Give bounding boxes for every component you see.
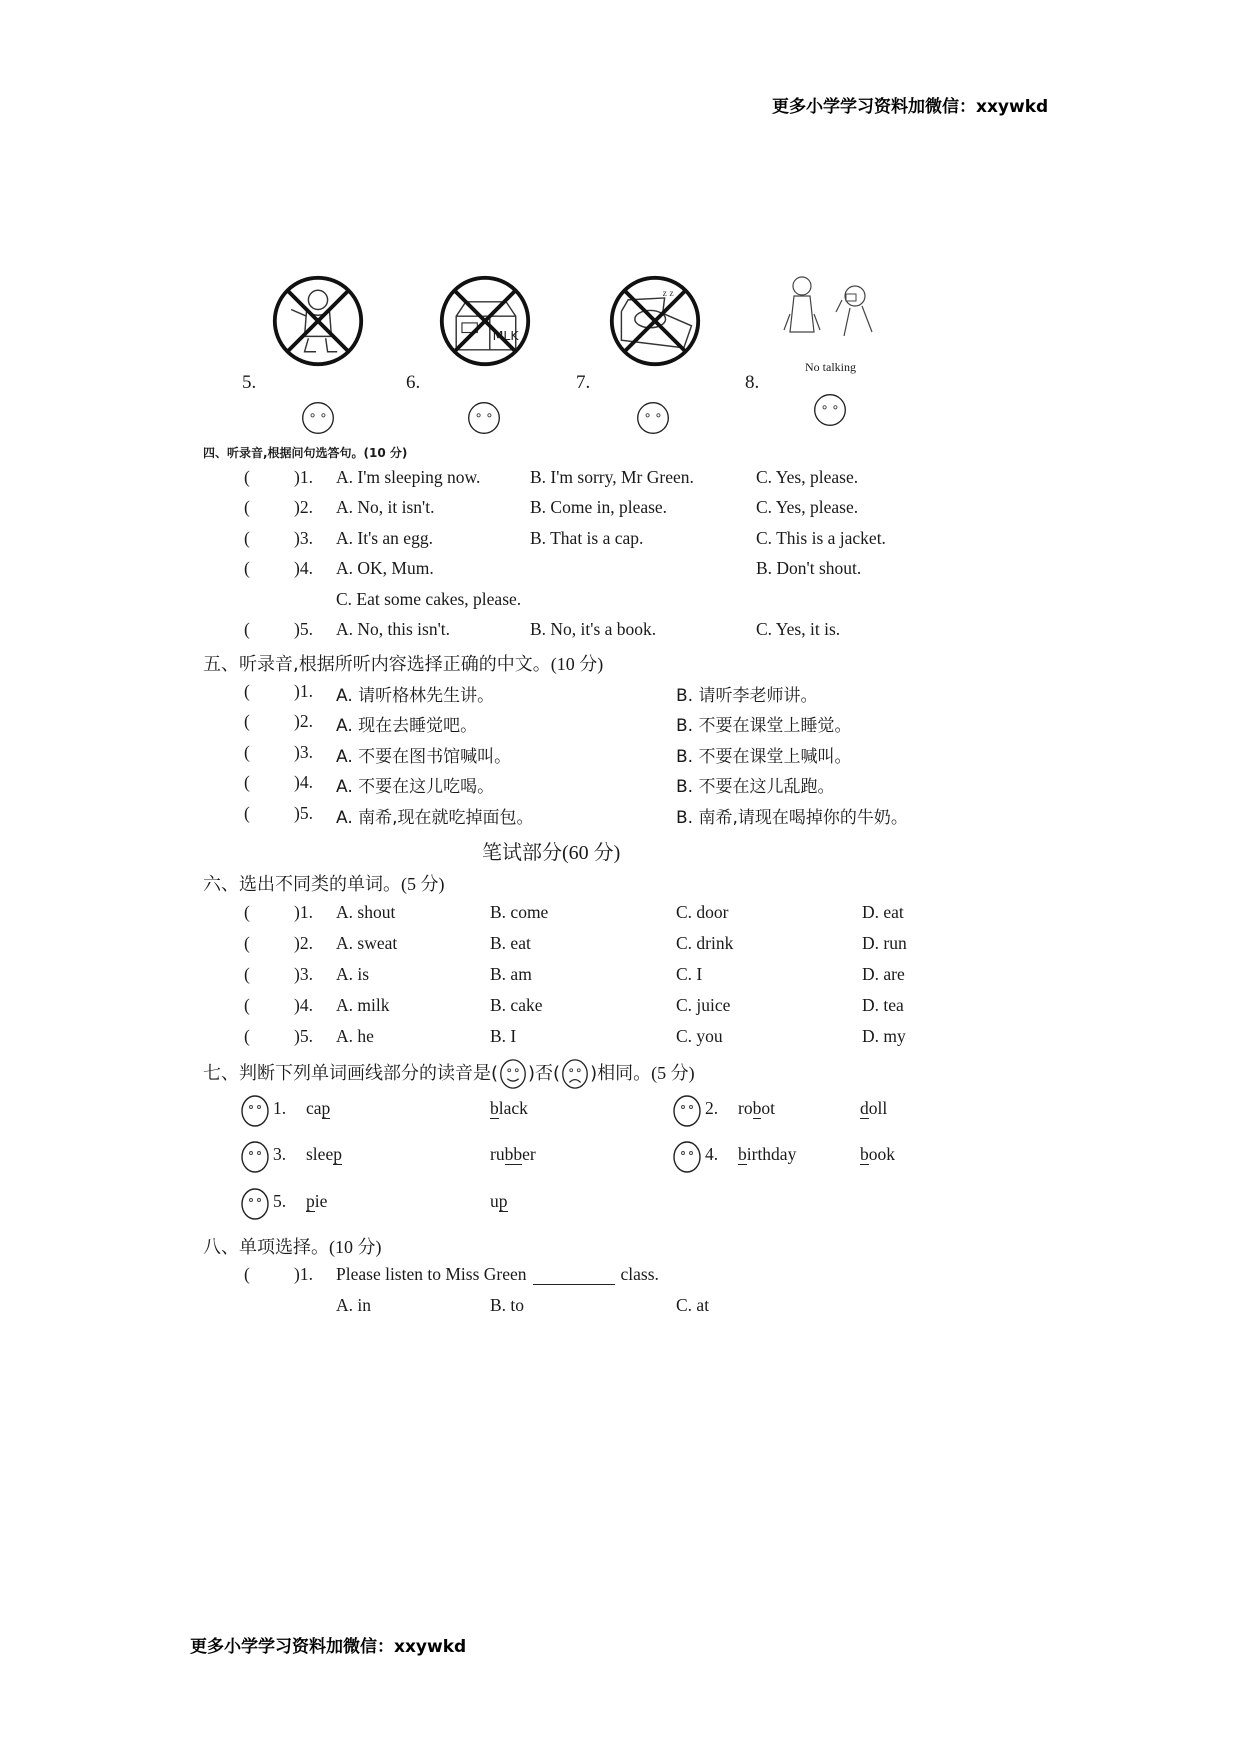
question-number: )3.: [294, 528, 313, 548]
answer-face-icon[interactable]: [672, 1094, 702, 1126]
section-title-text: )否(: [528, 1063, 561, 1084]
option-a: A. in: [336, 1295, 371, 1315]
question-row: [244, 772, 964, 800]
question-row: [244, 902, 964, 930]
section-4-title: 四、听录音,根据问句选答句。(10 分): [203, 446, 408, 460]
written-part-text: 笔试部分: [482, 840, 562, 864]
word-2: rubber: [490, 1144, 536, 1164]
section-8-title: [203, 1233, 382, 1259]
question-number: 4.: [705, 1144, 719, 1164]
answer-bracket[interactable]: (: [244, 558, 250, 578]
option-a: A. 不要在图书馆喊叫。: [336, 747, 512, 767]
girls-taking-photo-icon: [780, 272, 890, 352]
watermark-top: 更多小学学习资料加微信：xxywkd: [772, 97, 1049, 117]
option-b: B. 不要在课堂上喊叫。: [676, 747, 852, 767]
answer-bracket[interactable]: (: [244, 902, 250, 922]
answer-bracket[interactable]: (: [244, 497, 250, 517]
question-row: [244, 933, 964, 961]
option-c: C. Yes, please.: [756, 497, 859, 517]
option-a: A. is: [336, 964, 370, 984]
option-b: B. 请听李老师讲。: [676, 686, 818, 706]
answer-bracket[interactable]: (: [244, 1026, 250, 1046]
answer-bracket[interactable]: (: [244, 711, 250, 731]
question-row: [244, 497, 964, 525]
question-number: )3.: [294, 742, 313, 762]
word-1: sleep: [306, 1144, 342, 1164]
section-title-text: )相同。: [590, 1063, 652, 1084]
section-5-title: [203, 650, 603, 676]
question-row: [244, 711, 964, 739]
option-a: A. It's an egg.: [336, 528, 433, 548]
section-7-title: [203, 1058, 695, 1090]
section-score: (5 分): [651, 1063, 695, 1083]
option-c: C. This is a jacket.: [756, 528, 886, 548]
sad-face-icon: [560, 1058, 590, 1090]
answer-bracket[interactable]: (: [244, 528, 250, 548]
no-milk-sign-icon: [437, 273, 533, 369]
option-d: D. run: [862, 933, 907, 953]
question-number: 2.: [705, 1098, 719, 1118]
question-number: )4.: [294, 995, 313, 1015]
option-c: C. juice: [676, 995, 731, 1015]
option-b: B. That is a cap.: [530, 528, 644, 548]
question-row: [244, 528, 964, 556]
option-b: B. Don't shout.: [756, 558, 862, 578]
word-2: book: [860, 1144, 895, 1164]
question-number: )2.: [294, 933, 313, 953]
word-2: doll: [860, 1098, 888, 1118]
option-b: B. 不要在课堂上睡觉。: [676, 716, 852, 736]
question-row: [244, 681, 964, 709]
section-score: (10 分): [329, 1237, 382, 1257]
section-6-title: [203, 870, 445, 896]
written-part-title: [482, 836, 620, 865]
answer-face-icon[interactable]: [240, 1187, 270, 1219]
answer-bracket[interactable]: (: [244, 619, 250, 639]
fill-blank[interactable]: [533, 1266, 615, 1285]
option-d: D. are: [862, 964, 905, 984]
question-row: [244, 995, 964, 1023]
option-c: C. Yes, please.: [756, 467, 859, 487]
svg-text:z z: z z: [662, 288, 674, 300]
written-part-score: (60 分): [562, 842, 621, 864]
option-c: C. drink: [676, 933, 734, 953]
option-a: A. 请听格林先生讲。: [336, 686, 495, 706]
option-a: A. 不要在这儿吃喝。: [336, 777, 495, 797]
question-row: [244, 467, 964, 495]
question-number: 3.: [273, 1144, 287, 1164]
question-number: 5.: [273, 1191, 287, 1211]
option-c: C. I: [676, 964, 703, 984]
option-a: A. OK, Mum.: [336, 558, 434, 578]
question-row: [244, 1264, 964, 1292]
option-a: A. shout: [336, 902, 396, 922]
picture-caption: No talking: [805, 360, 856, 374]
section-title-text: 八、单项选择。: [203, 1237, 329, 1258]
option-a: A. sweat: [336, 933, 398, 953]
option-c: C. you: [676, 1026, 723, 1046]
answer-face-icon[interactable]: [812, 392, 848, 428]
question-row: [244, 742, 964, 770]
option-b: B. cake: [490, 995, 543, 1015]
answer-bracket[interactable]: (: [244, 964, 250, 984]
picture-number: 8.: [745, 372, 760, 393]
answer-bracket[interactable]: (: [244, 681, 250, 701]
option-b: B. 南希,请现在喝掉你的牛奶。: [676, 808, 908, 828]
question-row: [244, 619, 964, 647]
option-b: B. eat: [490, 933, 531, 953]
answer-bracket[interactable]: (: [244, 467, 250, 487]
section-title-text: 六、选出不同类的单词。: [203, 874, 401, 895]
option-c: C. Yes, it is.: [756, 619, 841, 639]
word-1: cap: [306, 1098, 331, 1118]
answer-face-icon[interactable]: [240, 1094, 270, 1126]
answer-face-icon[interactable]: [672, 1140, 702, 1172]
answer-face-icon[interactable]: [300, 400, 336, 436]
question-text: Please listen to Miss Green class.: [336, 1264, 659, 1284]
phonics-row: [240, 1098, 960, 1134]
option-b: B. Come in, please.: [530, 497, 668, 517]
question-number: )5.: [294, 1026, 313, 1046]
section-score: (10 分): [550, 654, 604, 674]
phonics-row: [240, 1144, 960, 1180]
question-number: )1.: [294, 1264, 313, 1284]
option-a: A. he: [336, 1026, 374, 1046]
picture-number: 7.: [576, 372, 591, 393]
option-a: A. No, this isn't.: [336, 619, 450, 639]
answer-bracket[interactable]: (: [244, 933, 250, 953]
option-b: B. to: [490, 1295, 525, 1315]
word-2: up: [490, 1191, 508, 1211]
option-d: D. tea: [862, 995, 904, 1015]
option-a: A. No, it isn't.: [336, 497, 435, 517]
question-row: [244, 558, 964, 586]
word-1: robot: [738, 1098, 775, 1118]
section-title-text: 七、判断下列单词画线部分的读音是(: [203, 1063, 499, 1084]
option-a: A. 南希,现在就吃掉面包。: [336, 808, 534, 828]
svg-text:MLK: MLK: [492, 328, 519, 344]
option-a: A. 现在去睡觉吧。: [336, 716, 478, 736]
option-c: C. Eat some cakes, please.: [336, 589, 522, 609]
answer-bracket[interactable]: (: [244, 1264, 250, 1284]
question-number: )1.: [294, 902, 313, 922]
answer-bracket[interactable]: (: [244, 772, 250, 792]
question-number: )3.: [294, 964, 313, 984]
picture-number: 6.: [406, 372, 421, 393]
option-b: B. I: [490, 1026, 517, 1046]
answer-face-icon[interactable]: [466, 400, 502, 436]
question-number: )1.: [294, 467, 313, 487]
option-c: C. door: [676, 902, 729, 922]
option-b: B. I'm sorry, Mr Green.: [530, 467, 694, 487]
answer-bracket[interactable]: (: [244, 995, 250, 1015]
option-c: C. at: [676, 1295, 710, 1315]
word-1: birthday: [738, 1144, 797, 1164]
question-number: )5.: [294, 619, 313, 639]
question-number: 1.: [273, 1098, 287, 1118]
answer-face-icon[interactable]: [240, 1140, 270, 1172]
phonics-row: [240, 1191, 960, 1227]
question-number: )2.: [294, 497, 313, 517]
option-b: B. No, it's a book.: [530, 619, 657, 639]
option-a: A. I'm sleeping now.: [336, 467, 481, 487]
question-number: )4.: [294, 772, 313, 792]
question-row: [244, 803, 964, 831]
no-shouting-sign-icon: [270, 273, 366, 369]
option-b: B. come: [490, 902, 549, 922]
word-2: black: [490, 1098, 528, 1118]
answer-bracket[interactable]: (: [244, 803, 250, 823]
watermark-bottom: 更多小学学习资料加微信：xxywkd: [190, 1637, 467, 1657]
option-d: D. my: [862, 1026, 906, 1046]
word-1: pie: [306, 1191, 328, 1211]
question-row: [244, 1026, 964, 1054]
picture-number: 5.: [242, 372, 257, 393]
question-number: )4.: [294, 558, 313, 578]
question-number: )5.: [294, 803, 313, 823]
question-row: [244, 964, 964, 992]
question-row-continued: [244, 589, 964, 617]
question-number: )2.: [294, 711, 313, 731]
options-row: [244, 1295, 964, 1323]
answer-bracket[interactable]: (: [244, 742, 250, 762]
option-a: A. milk: [336, 995, 390, 1015]
option-b: B. 不要在这儿乱跑。: [676, 777, 835, 797]
smiley-face-icon: [498, 1058, 528, 1090]
no-sleeping-sign-icon: [607, 273, 703, 369]
option-d: D. eat: [862, 902, 904, 922]
section-score: (5 分): [401, 874, 445, 894]
section-title-text: 五、听录音,根据所听内容选择正确的中文。: [203, 654, 551, 675]
question-number: )1.: [294, 681, 313, 701]
answer-face-icon[interactable]: [635, 400, 671, 436]
option-b: B. am: [490, 964, 532, 984]
